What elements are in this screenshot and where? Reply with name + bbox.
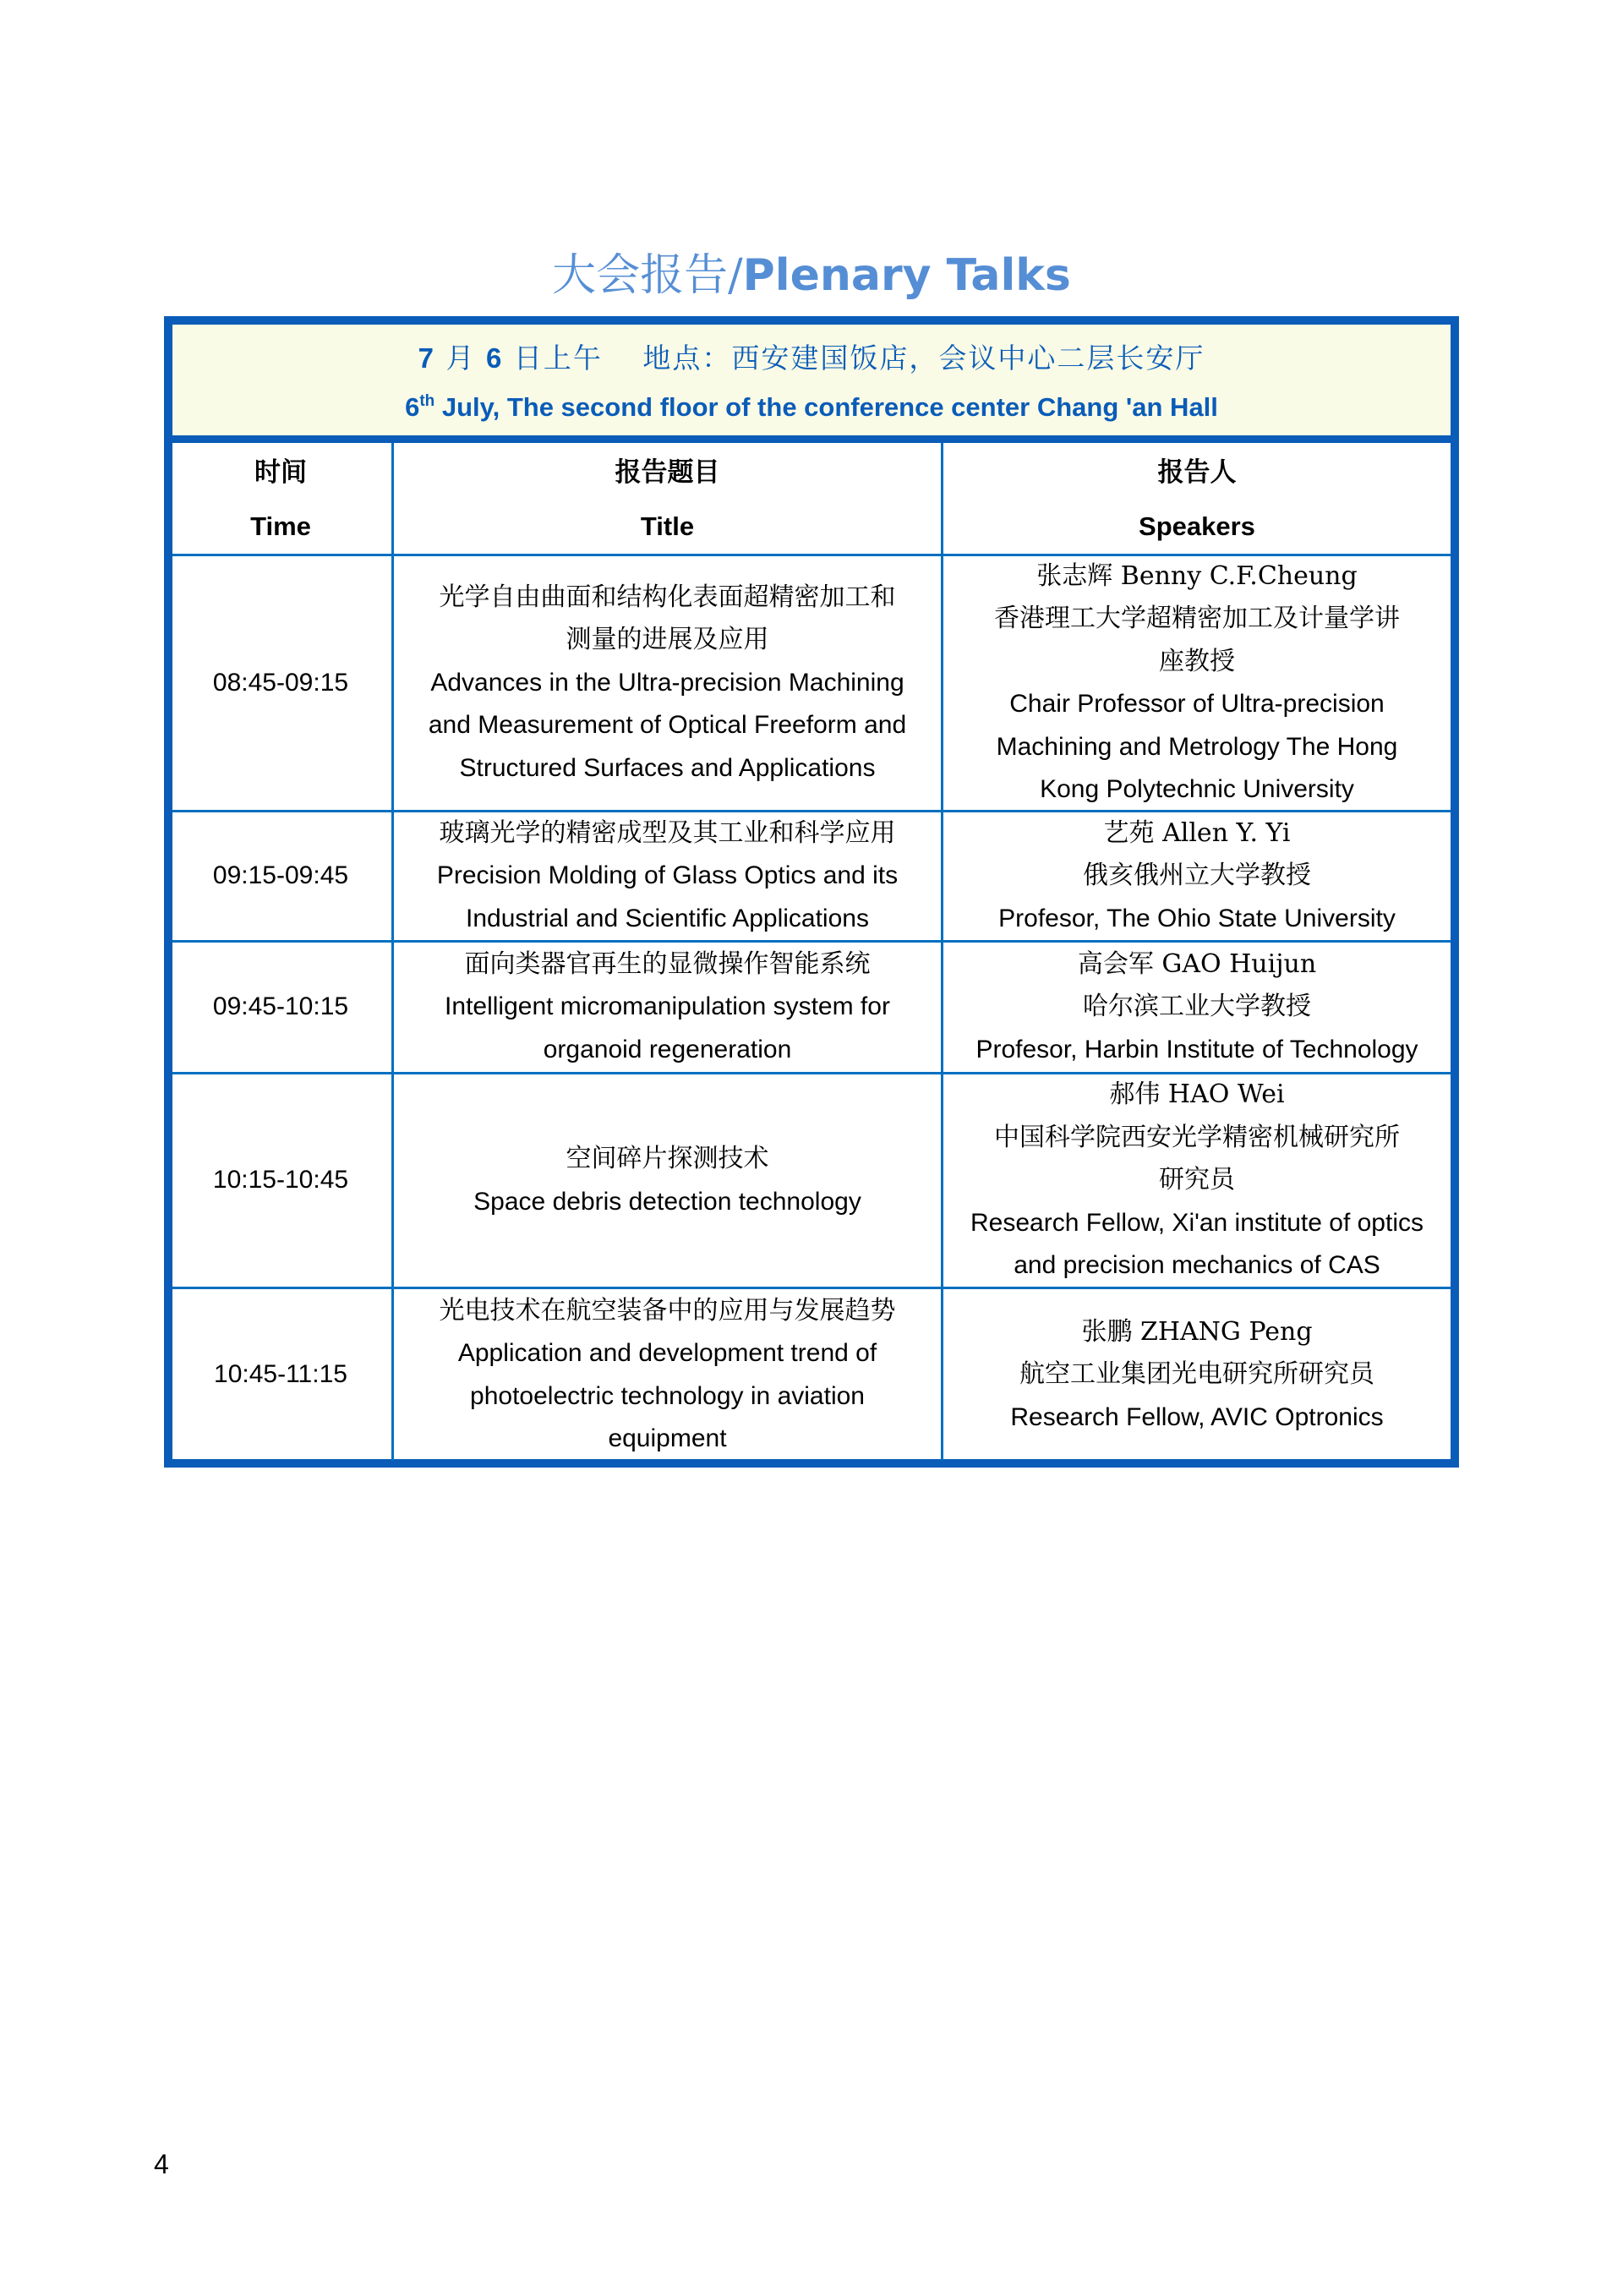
day-en: 6 — [405, 392, 420, 422]
speaker-line: 高会军 GAO Huijun — [1077, 948, 1317, 979]
speaker-line: 哈尔滨工业大学教授 — [1083, 992, 1311, 1022]
time-cell — [172, 812, 389, 940]
talk-title-line: Application and development trend of — [457, 1339, 877, 1367]
header-speaker-en: Speakers — [1139, 511, 1255, 541]
month-number: 7 — [418, 342, 436, 374]
talk-title-line: equipment — [608, 1424, 727, 1452]
talk-title-line: Structured Surfaces and Applications — [459, 753, 876, 782]
talk-title-line: 面向类器官再生的显微操作智能系统 — [464, 948, 871, 979]
talk-title-line: 测量的进展及应用 — [566, 625, 769, 655]
talk-title-line: 光电技术在航空装备中的应用与发展趋势 — [439, 1295, 896, 1326]
page-title — [0, 243, 1623, 308]
table-row — [172, 1287, 1451, 1461]
talk-title-line: Advances in the Ultra-precision Machining — [430, 668, 904, 697]
speaker-line: 中国科学院西安光学精密机械研究所 — [994, 1122, 1400, 1152]
column-header-row — [172, 443, 1451, 554]
talk-title-line: 空间碎片探测技术 — [566, 1144, 769, 1173]
page-title-cn: 大会报告/ — [552, 250, 743, 301]
month-label: 月 — [435, 342, 486, 374]
talk-title-cell — [391, 812, 941, 940]
header-title — [391, 443, 941, 554]
page-number: 4 — [154, 2149, 169, 2179]
time-cell — [172, 1289, 389, 1461]
header-speaker — [941, 443, 1451, 554]
speaker-line: 郝伟 HAO Wei — [1109, 1080, 1285, 1110]
speaker-cell — [941, 812, 1451, 940]
session-banner — [172, 325, 1451, 443]
header-time — [172, 443, 389, 554]
venue-en: July, The second floor of the conference center Chang 'an Hall — [434, 392, 1218, 422]
speaker-line: Research Fellow, Xi'an institute of optics — [970, 1208, 1424, 1237]
speaker-cell — [941, 556, 1451, 810]
time-slot: 09:45-10:15 — [212, 992, 349, 1021]
speaker-line: 座教授 — [1159, 646, 1235, 676]
venue-cn: 日上午 地点：西安建国饭店，会议中心二层长安厅 — [503, 342, 1205, 374]
speaker-line: Machining and Metrology The Hong — [996, 732, 1398, 761]
page-title-en: Plenary Talks — [742, 250, 1071, 301]
talk-title-cell — [391, 556, 941, 810]
time-cell — [172, 1074, 389, 1287]
header-speaker-cn: 报告人 — [1157, 456, 1237, 488]
speaker-line: 航空工业集团光电研究所研究员 — [1019, 1359, 1374, 1390]
talk-title-line: Precision Molding of Glass Optics and its — [436, 861, 899, 890]
speaker-line: 研究员 — [1159, 1165, 1235, 1195]
plenary-schedule-table — [164, 316, 1459, 1468]
talk-title-line: Industrial and Scientific Applications — [466, 904, 869, 932]
speaker-line: Chair Professor of Ultra-precision — [1009, 690, 1385, 718]
time-cell — [172, 556, 389, 810]
speaker-line: 俄亥俄州立大学教授 — [1083, 861, 1311, 891]
speaker-line: Kong Polytechnic University — [1040, 775, 1354, 803]
speaker-line: and precision mechanics of CAS — [1014, 1251, 1380, 1280]
header-title-en: Title — [640, 511, 695, 541]
talk-title-line: organoid regeneration — [543, 1035, 792, 1063]
ordinal-suffix: th — [419, 392, 435, 410]
table-row — [172, 810, 1451, 940]
talk-title-cell — [391, 1289, 941, 1461]
talk-title-line: Space debris detection technology — [473, 1187, 861, 1216]
time-slot: 10:15-10:45 — [212, 1166, 349, 1194]
speaker-cell — [941, 1074, 1451, 1287]
speaker-line: 张志辉 Benny C.F.Cheung — [1036, 560, 1358, 591]
session-banner-en — [172, 387, 1451, 428]
day-number: 6 — [486, 342, 504, 374]
time-slot: 10:45-11:15 — [214, 1360, 347, 1389]
talk-title-line: photoelectric technology in aviation — [470, 1381, 865, 1410]
table-row — [172, 940, 1451, 1072]
table-row — [172, 554, 1451, 810]
time-slot: 09:15-09:45 — [212, 861, 349, 890]
speaker-line: 张鹏 ZHANG Peng — [1081, 1316, 1313, 1347]
header-time-cn: 时间 — [254, 456, 307, 488]
session-banner-cn — [172, 335, 1451, 382]
table-row — [172, 1072, 1451, 1287]
talk-title-line: and Measurement of Optical Freeform and — [428, 711, 907, 740]
speaker-line: Profesor, Harbin Institute of Technology — [975, 1035, 1418, 1063]
header-title-cn: 报告题目 — [615, 456, 720, 488]
time-cell — [172, 943, 389, 1072]
speaker-line: 香港理工大学超精密加工及计量学讲 — [994, 604, 1400, 633]
talk-title-cell — [391, 943, 941, 1072]
speaker-line: Research Fellow, AVIC Optronics — [1010, 1402, 1384, 1431]
speaker-line: Profesor, The Ohio State University — [998, 904, 1396, 932]
speaker-cell — [941, 943, 1451, 1072]
talk-title-line: Intelligent micromanipulation system for — [445, 992, 890, 1021]
speaker-cell — [941, 1289, 1451, 1461]
talk-title-line: 玻璃光学的精密成型及其工业和科学应用 — [439, 817, 896, 848]
header-time-en: Time — [250, 511, 311, 541]
talk-title-line: 光学自由曲面和结构化表面超精密加工和 — [439, 582, 896, 612]
speaker-line: 艺苑 Allen Y. Yi — [1103, 817, 1291, 848]
time-slot: 08:45-09:15 — [212, 668, 349, 697]
talk-title-cell — [391, 1074, 941, 1287]
